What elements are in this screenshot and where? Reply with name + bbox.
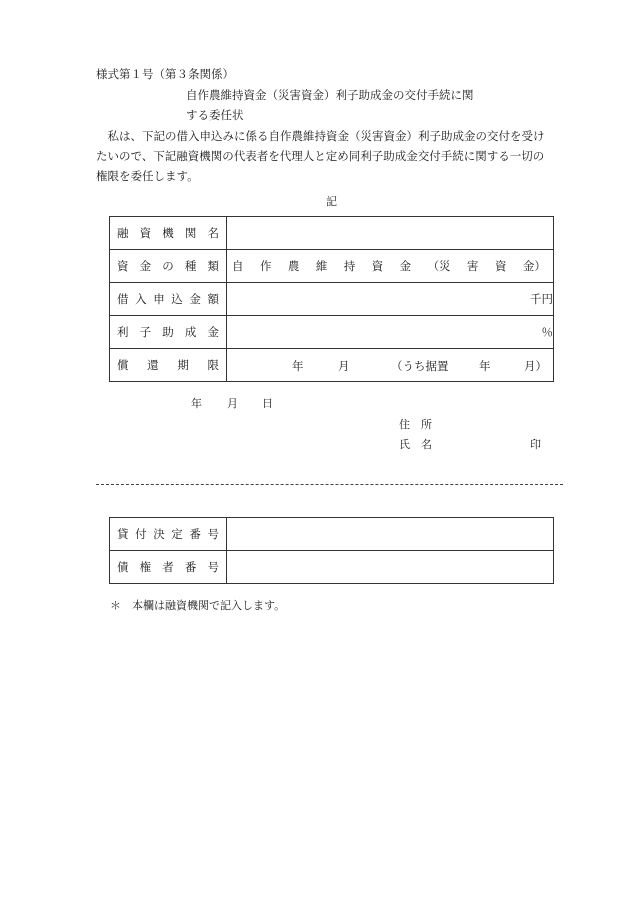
label-char: 決	[153, 527, 165, 541]
date-month: 月	[227, 397, 238, 410]
label-char: 種	[184, 259, 197, 273]
value-loan-amount[interactable]	[227, 283, 554, 316]
unit-percent: ％	[541, 325, 553, 339]
label-char: 融	[117, 226, 129, 240]
body-line-3: 権限を委任します。	[96, 169, 199, 183]
label-interest-subsidy	[110, 316, 227, 349]
label-char: 定	[171, 527, 183, 541]
row-loan-amount	[110, 283, 554, 316]
seal-mark: 印	[530, 438, 541, 451]
repay-grace-open: （うち据置	[391, 359, 449, 373]
label-char: 期	[177, 358, 189, 372]
row-repayment-period	[110, 349, 554, 382]
fund-type-char: 維	[315, 259, 328, 273]
value-creditor-number[interactable]	[227, 551, 554, 584]
value-lender-name[interactable]	[227, 217, 554, 250]
document-title-line-2: する委任状	[186, 108, 244, 122]
label-loan-decision-number	[110, 518, 227, 551]
repay-month: 月	[338, 359, 350, 373]
label-char: 資	[139, 226, 152, 240]
label-char: 資	[117, 259, 129, 273]
label-char: 申	[153, 292, 165, 306]
row-loan-decision-number	[110, 518, 554, 551]
value-interest-subsidy[interactable]	[227, 316, 554, 349]
row-creditor-number	[110, 551, 554, 584]
unit-thousand-yen: 千円	[530, 292, 553, 306]
repay-grace-year: 年	[479, 359, 491, 373]
label-char: 子	[139, 325, 152, 339]
label-char: 償	[117, 358, 129, 372]
name-label: 氏 名	[399, 438, 432, 451]
label-lender-name	[110, 217, 227, 250]
label-char: 額	[207, 292, 219, 306]
label-char: 付	[135, 527, 147, 541]
lender-use-table	[109, 517, 554, 584]
label-char: 限	[207, 358, 219, 372]
footnote: ＊ 本欄は融資機関で記入します。	[110, 599, 286, 612]
label-char: 助	[162, 325, 174, 339]
address-label: 住 所	[399, 418, 432, 431]
fund-type-char: （災	[427, 259, 451, 273]
form-number: 様式第１号（第３条関係）	[96, 67, 234, 81]
label-char: 号	[207, 560, 219, 574]
document-title-line-1: 自作農維持資金（災害資金）利子助成金の交付手続に関	[186, 88, 474, 102]
label-char: 号	[207, 527, 219, 541]
label-char: 貸	[117, 527, 129, 541]
date-year: 年	[191, 397, 202, 410]
label-char: 機	[162, 226, 174, 240]
label-char: 関	[184, 226, 197, 240]
label-char: 還	[147, 358, 159, 372]
value-loan-decision-number[interactable]	[227, 518, 554, 551]
body-line-2: たいので、下記融資機関の代表者を代理人と定め同利子助成金交付手続に関する一切の	[96, 149, 545, 163]
date-day: 日	[262, 397, 273, 410]
label-char: 成	[184, 325, 197, 339]
label-char: 番	[189, 527, 201, 541]
cut-line-divider	[96, 484, 563, 485]
label-creditor-number	[110, 551, 227, 584]
label-char: 権	[139, 560, 152, 574]
row-interest-subsidy	[110, 316, 554, 349]
label-char: 者	[162, 560, 174, 574]
label-char: 利	[117, 325, 129, 339]
label-char: 債	[117, 560, 129, 574]
fund-type-char: 作	[259, 259, 272, 273]
label-char: の	[162, 259, 174, 273]
value-repayment-period[interactable]	[227, 349, 554, 382]
label-char: 番	[184, 560, 197, 574]
label-repayment-period	[110, 349, 227, 382]
fund-type-char: 資	[494, 259, 507, 273]
fund-type-char: 金	[399, 259, 412, 273]
label-char: 入	[135, 292, 147, 306]
row-lender-name	[110, 217, 554, 250]
value-fund-type	[227, 250, 554, 283]
label-char: 名	[207, 226, 219, 240]
repay-grace-month: 月）	[524, 359, 547, 373]
ki-heading: 記	[326, 195, 337, 208]
label-char: 金	[207, 325, 219, 339]
row-fund-type	[110, 250, 554, 283]
label-char: 金	[139, 259, 152, 273]
fund-type-char: 資	[371, 259, 384, 273]
fund-type-char: 金）	[522, 259, 546, 273]
label-loan-amount	[110, 283, 227, 316]
fund-type-char: 害	[467, 259, 479, 273]
label-char: 込	[171, 292, 183, 306]
application-table	[109, 216, 554, 382]
body-line-1: 私は、下記の借入申込みに係る自作農維持資金（災害資金）利子助成金の交付を受け	[96, 129, 545, 143]
fund-type-char: 農	[287, 259, 300, 273]
label-char: 借	[117, 292, 129, 306]
label-char: 類	[207, 259, 219, 273]
fund-type-char: 持	[343, 259, 356, 273]
fund-type-char: 自	[232, 259, 244, 273]
label-fund-type	[110, 250, 227, 283]
label-char: 金	[189, 292, 201, 306]
body-paragraph	[96, 126, 576, 186]
repay-year: 年	[292, 359, 304, 373]
